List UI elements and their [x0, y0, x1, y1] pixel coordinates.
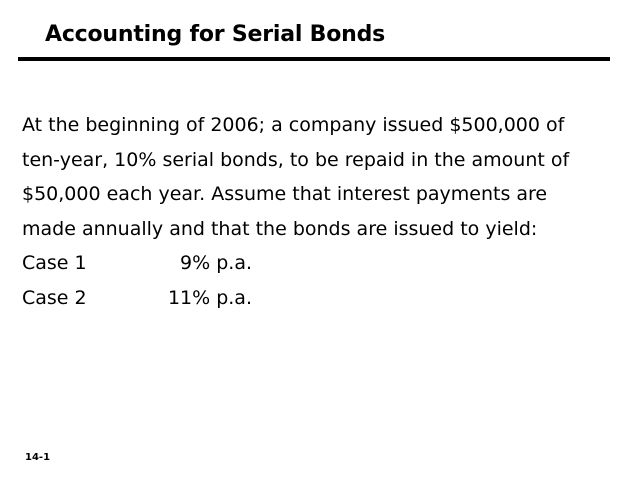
body-line: ten-year, 10% serial bonds, to be repaid in the amount of: [22, 148, 570, 171]
case-rate: 11% p.a.: [167, 286, 252, 309]
body-line: $50,000 each year. Assume that interest payments are: [22, 183, 548, 205]
slide-title: Accounting for Serial Bonds: [45, 22, 386, 47]
slide-body: [22, 108, 622, 315]
case-row-1: [22, 246, 622, 281]
page-number: 14-1: [25, 452, 51, 463]
body-line: made annually and that the bonds are issued to yield:: [22, 217, 538, 240]
case-rate: 9% p.a.: [180, 252, 252, 274]
case-label: Case 2: [22, 286, 87, 309]
body-line: At the beginning of 2006; a company issued $500,000 of: [22, 114, 565, 136]
case-row-2: [22, 281, 622, 316]
case-label: Case 1: [22, 252, 87, 274]
title-underline-rule: [18, 57, 610, 61]
